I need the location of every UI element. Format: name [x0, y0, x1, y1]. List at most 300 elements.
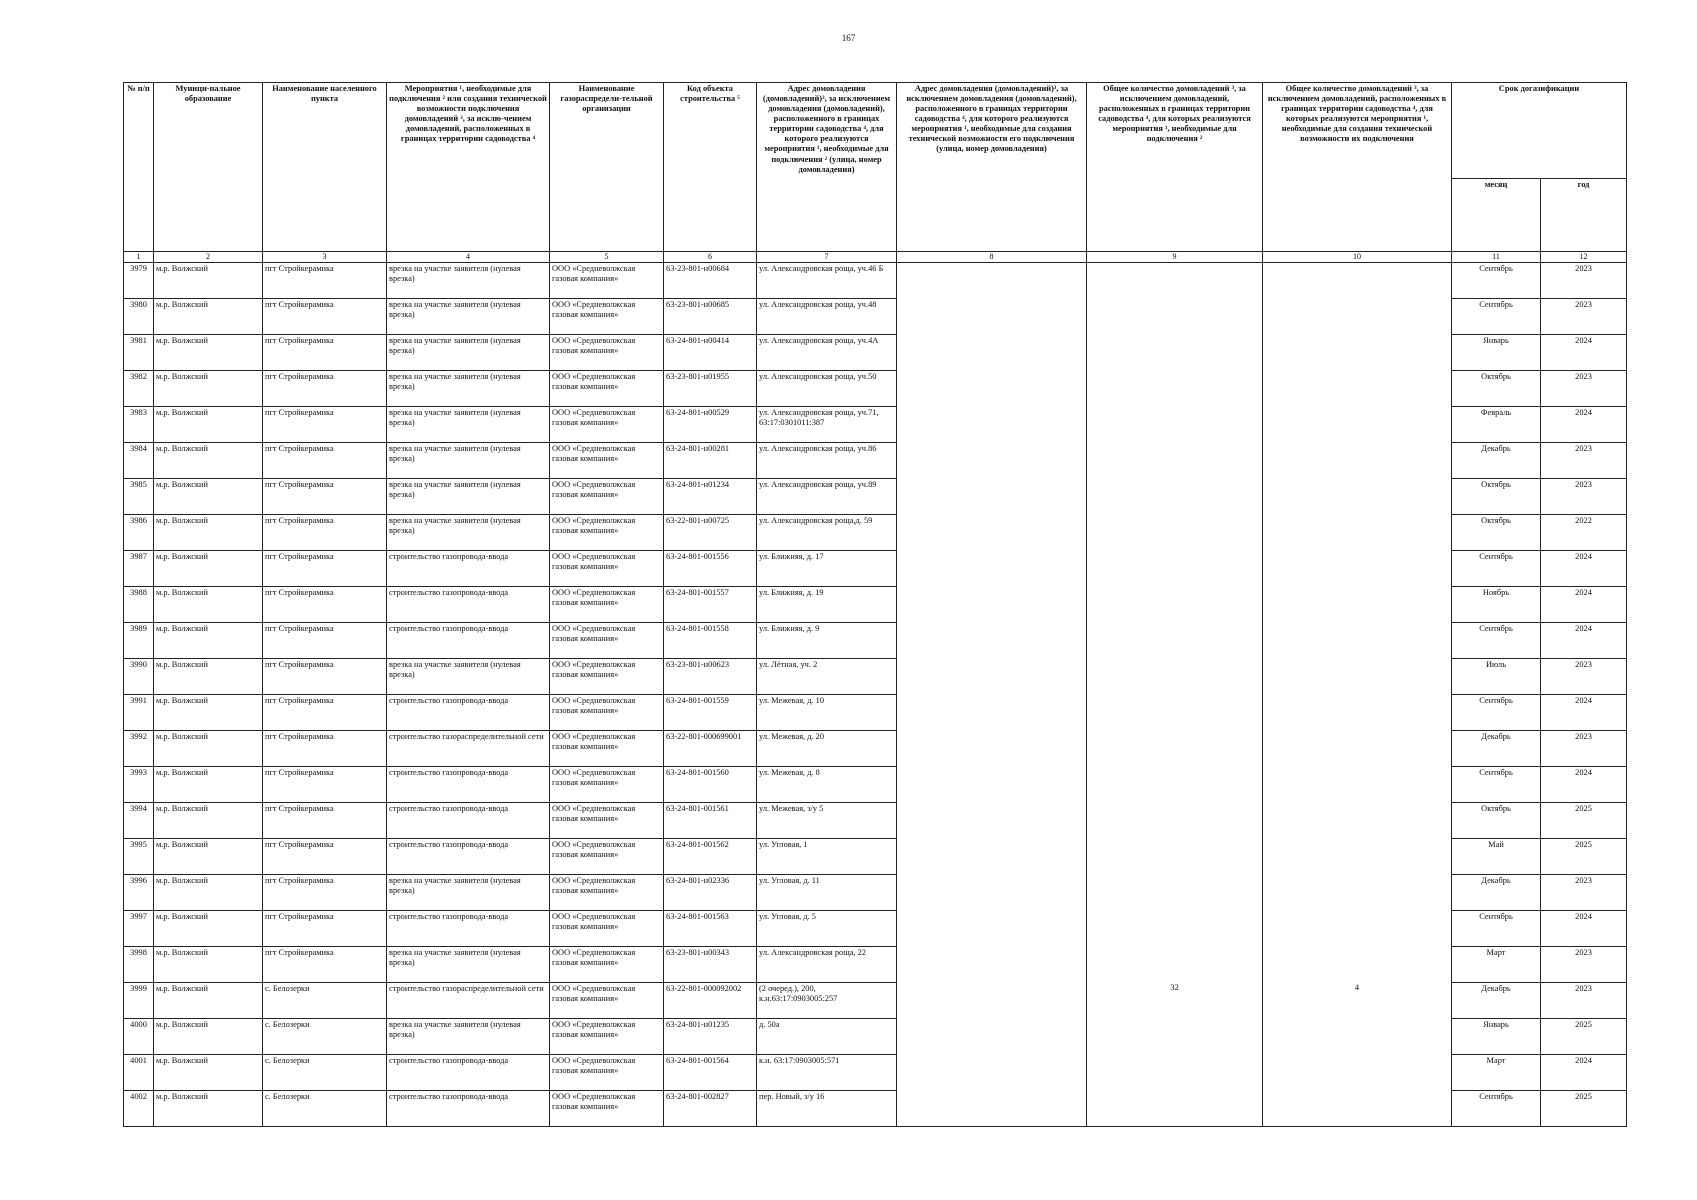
cell-year: 2023 — [1541, 946, 1627, 982]
cell-address: ул. Межевая, д. 8 — [757, 766, 897, 802]
cell-address: ул. Лётная, уч. 2 — [757, 658, 897, 694]
table-row — [124, 370, 1627, 406]
cell-municipality: м.р. Волжский — [154, 334, 263, 370]
cell-address-technical — [897, 694, 1087, 730]
cell-count-technical — [1263, 622, 1452, 658]
cell-organization: ООО «Средневолжская газовая компания» — [550, 802, 664, 838]
cell-municipality: м.р. Волжский — [154, 370, 263, 406]
cell-municipality: м.р. Волжский — [154, 802, 263, 838]
cell-month: Сентябрь — [1452, 766, 1541, 802]
cell-address: ул. Александровская роща, уч.50 — [757, 370, 897, 406]
column-number: 11 — [1452, 252, 1541, 263]
cell-municipality: м.р. Волжский — [154, 982, 263, 1018]
cell-month: Январь — [1452, 1018, 1541, 1054]
cell-event: врезка на участке заявителя (нулевая врезка) — [387, 370, 550, 406]
cell-count-connection — [1087, 478, 1263, 514]
cell-month: Сентябрь — [1452, 622, 1541, 658]
header-object-code: Код объекта строительства ⁵ — [664, 83, 757, 252]
table-row — [124, 1054, 1627, 1090]
table-row — [124, 1090, 1627, 1126]
cell-object-code: 63-24-801-001564 — [664, 1054, 757, 1090]
cell-address: ул. Александровская роща, уч.89 — [757, 478, 897, 514]
cell-month: Декабрь — [1452, 442, 1541, 478]
cell-count-technical — [1263, 658, 1452, 694]
cell-address-technical — [897, 1090, 1087, 1126]
cell-municipality: м.р. Волжский — [154, 658, 263, 694]
table-row — [124, 910, 1627, 946]
cell-number: 3997 — [124, 910, 154, 946]
cell-organization: ООО «Средневолжская газовая компания» — [550, 766, 664, 802]
cell-event: строительство газопровода-ввода — [387, 766, 550, 802]
cell-settlement: пгт Стройкерамика — [263, 334, 387, 370]
table-row — [124, 478, 1627, 514]
cell-count-connection — [1087, 766, 1263, 802]
cell-settlement: пгт Стройкерамика — [263, 838, 387, 874]
table-row — [124, 406, 1627, 442]
cell-address: ул. Александровская роща,д. 59 — [757, 514, 897, 550]
cell-month: Декабрь — [1452, 730, 1541, 766]
cell-settlement: пгт Стройкерамика — [263, 514, 387, 550]
cell-count-technical — [1263, 694, 1452, 730]
cell-object-code: 63-24-801-н00281 — [664, 442, 757, 478]
cell-count-connection — [1087, 406, 1263, 442]
cell-month: Сентябрь — [1452, 694, 1541, 730]
cell-event: строительство газопровода-ввода — [387, 1054, 550, 1090]
cell-object-code: 63-24-801-н01235 — [664, 1018, 757, 1054]
cell-event: врезка на участке заявителя (нулевая врезка) — [387, 334, 550, 370]
table-row — [124, 802, 1627, 838]
cell-count-connection — [1087, 1090, 1263, 1126]
cell-year: 2024 — [1541, 406, 1627, 442]
cell-address: ул. Ближняя, д. 19 — [757, 586, 897, 622]
cell-number: 3982 — [124, 370, 154, 406]
cell-organization: ООО «Средневолжская газовая компания» — [550, 406, 664, 442]
cell-month: Сентябрь — [1452, 910, 1541, 946]
cell-number: 3989 — [124, 622, 154, 658]
cell-count-technical — [1263, 550, 1452, 586]
cell-organization: ООО «Средневолжская газовая компания» — [550, 982, 664, 1018]
cell-count-technical — [1263, 514, 1452, 550]
cell-count-technical — [1263, 1054, 1452, 1090]
table-row — [124, 694, 1627, 730]
cell-address-technical — [897, 370, 1087, 406]
gasification-table — [123, 82, 1627, 1127]
cell-year: 2025 — [1541, 802, 1627, 838]
cell-count-technical — [1263, 874, 1452, 910]
cell-address: (2 очеред.), 200, к.н.63:17:0903005:257 — [757, 982, 897, 1018]
cell-organization: ООО «Средневолжская газовая компания» — [550, 262, 664, 298]
cell-count-connection — [1087, 262, 1263, 298]
cell-month: Январь — [1452, 334, 1541, 370]
cell-count-technical — [1263, 298, 1452, 334]
cell-year: 2022 — [1541, 514, 1627, 550]
cell-event: строительство газопровода-ввода — [387, 838, 550, 874]
cell-settlement: пгт Стройкерамика — [263, 730, 387, 766]
cell-count-technical — [1263, 1018, 1452, 1054]
header-year: год — [1541, 179, 1627, 252]
cell-number: 3995 — [124, 838, 154, 874]
cell-count-technical — [1263, 370, 1452, 406]
cell-number: 3986 — [124, 514, 154, 550]
cell-year: 2024 — [1541, 586, 1627, 622]
cell-month: Сентябрь — [1452, 550, 1541, 586]
cell-count-connection — [1087, 838, 1263, 874]
cell-month: Сентябрь — [1452, 298, 1541, 334]
column-number: 9 — [1087, 252, 1263, 263]
cell-settlement: пгт Стройкерамика — [263, 262, 387, 298]
cell-municipality: м.р. Волжский — [154, 478, 263, 514]
cell-number: 3984 — [124, 442, 154, 478]
cell-object-code: 63-24-801-001562 — [664, 838, 757, 874]
table-row — [124, 334, 1627, 370]
column-numbers-row — [124, 252, 1627, 263]
cell-organization: ООО «Средневолжская газовая компания» — [550, 550, 664, 586]
table-row — [124, 982, 1627, 1018]
cell-number: 3994 — [124, 802, 154, 838]
cell-municipality: м.р. Волжский — [154, 766, 263, 802]
cell-organization: ООО «Средневолжская газовая компания» — [550, 298, 664, 334]
cell-month: Октябрь — [1452, 478, 1541, 514]
cell-count-connection — [1087, 874, 1263, 910]
cell-settlement: с. Белозерки — [263, 1018, 387, 1054]
table-row — [124, 622, 1627, 658]
cell-year: 2023 — [1541, 370, 1627, 406]
cell-count-connection — [1087, 946, 1263, 982]
header-organization: Наименование газораспредели-тельной организации — [550, 83, 664, 252]
cell-year: 2023 — [1541, 442, 1627, 478]
cell-settlement: пгт Стройкерамика — [263, 406, 387, 442]
cell-count-connection — [1087, 694, 1263, 730]
cell-organization: ООО «Средневолжская газовая компания» — [550, 694, 664, 730]
column-number: 4 — [387, 252, 550, 263]
cell-municipality: м.р. Волжский — [154, 586, 263, 622]
cell-number: 4000 — [124, 1018, 154, 1054]
column-number: 12 — [1541, 252, 1627, 263]
cell-address-technical — [897, 874, 1087, 910]
cell-address-technical — [897, 442, 1087, 478]
cell-address: ул. Межевая, д. 20 — [757, 730, 897, 766]
cell-number: 3983 — [124, 406, 154, 442]
cell-address-technical — [897, 1018, 1087, 1054]
cell-count-technical — [1263, 910, 1452, 946]
cell-settlement: пгт Стройкерамика — [263, 298, 387, 334]
cell-address: ул. Ближняя, д. 9 — [757, 622, 897, 658]
cell-settlement: пгт Стройкерамика — [263, 694, 387, 730]
cell-event: строительство газораспределительной сети — [387, 982, 550, 1018]
cell-number: 3979 — [124, 262, 154, 298]
cell-event: врезка на участке заявителя (нулевая врезка) — [387, 946, 550, 982]
cell-count-connection — [1087, 1018, 1263, 1054]
cell-settlement: пгт Стройкерамика — [263, 550, 387, 586]
header-settlement: Наименование населенного пункта — [263, 83, 387, 252]
cell-address-technical — [897, 514, 1087, 550]
cell-event: врезка на участке заявителя (нулевая врезка) — [387, 1018, 550, 1054]
cell-address-technical — [897, 262, 1087, 298]
cell-settlement: пгт Стройкерамика — [263, 946, 387, 982]
cell-municipality: м.р. Волжский — [154, 730, 263, 766]
cell-event: строительство газопровода-ввода — [387, 910, 550, 946]
cell-address-technical — [897, 550, 1087, 586]
cell-month: Ноябрь — [1452, 586, 1541, 622]
cell-address-technical — [897, 946, 1087, 982]
cell-number: 3991 — [124, 694, 154, 730]
cell-event: строительство газопровода-ввода — [387, 550, 550, 586]
cell-object-code: 63-24-801-н00529 — [664, 406, 757, 442]
cell-object-code: 63-23-801-н00684 — [664, 262, 757, 298]
header-municipality: Муници-пальное образование — [154, 83, 263, 252]
cell-address-technical — [897, 1054, 1087, 1090]
cell-settlement: пгт Стройкерамика — [263, 478, 387, 514]
cell-address: д. 50а — [757, 1018, 897, 1054]
table-row — [124, 550, 1627, 586]
cell-address: ул. Александровская роща, уч.48 — [757, 298, 897, 334]
cell-object-code: 63-24-801-н02336 — [664, 874, 757, 910]
cell-address-technical — [897, 406, 1087, 442]
cell-organization: ООО «Средневолжская газовая компания» — [550, 658, 664, 694]
cell-year: 2023 — [1541, 478, 1627, 514]
cell-year: 2025 — [1541, 838, 1627, 874]
cell-count-connection — [1087, 802, 1263, 838]
cell-organization: ООО «Средневолжская газовая компания» — [550, 442, 664, 478]
cell-year: 2025 — [1541, 1090, 1627, 1126]
cell-settlement: пгт Стройкерамика — [263, 586, 387, 622]
cell-organization: ООО «Средневолжская газовая компания» — [550, 1054, 664, 1090]
cell-event: строительство газопровода-ввода — [387, 1090, 550, 1126]
cell-settlement: пгт Стройкерамика — [263, 370, 387, 406]
cell-address-technical — [897, 478, 1087, 514]
cell-settlement: пгт Стройкерамика — [263, 442, 387, 478]
cell-event: врезка на участке заявителя (нулевая врезка) — [387, 406, 550, 442]
cell-year: 2023 — [1541, 658, 1627, 694]
cell-municipality: м.р. Волжский — [154, 838, 263, 874]
cell-address-technical — [897, 982, 1087, 1018]
cell-address: пер. Новый, з/у 16 — [757, 1090, 897, 1126]
cell-number: 3987 — [124, 550, 154, 586]
cell-object-code: 63-23-801-н00343 — [664, 946, 757, 982]
cell-count-technical — [1263, 262, 1452, 298]
cell-municipality: м.р. Волжский — [154, 514, 263, 550]
cell-count-connection — [1087, 370, 1263, 406]
cell-object-code: 63-24-801-001561 — [664, 802, 757, 838]
cell-year: 2024 — [1541, 910, 1627, 946]
cell-address-technical — [897, 838, 1087, 874]
table-row — [124, 874, 1627, 910]
cell-event: врезка на участке заявителя (нулевая врезка) — [387, 478, 550, 514]
column-number: 10 — [1263, 252, 1452, 263]
cell-month: Май — [1452, 838, 1541, 874]
cell-count-connection — [1087, 658, 1263, 694]
cell-count-connection — [1087, 442, 1263, 478]
cell-month: Декабрь — [1452, 874, 1541, 910]
cell-settlement: с. Белозерки — [263, 1090, 387, 1126]
cell-event: врезка на участке заявителя (нулевая врезка) — [387, 514, 550, 550]
cell-address-technical — [897, 802, 1087, 838]
cell-number: 3999 — [124, 982, 154, 1018]
cell-settlement: с. Белозерки — [263, 982, 387, 1018]
header-count-connection: Общее количество домовладений ³, за исключением домовладений, расположенных в границах территории садоводства ⁴, для которых реализуются мероприятия ¹, необходимые для подключения ² — [1087, 83, 1263, 252]
column-number: 7 — [757, 252, 897, 263]
cell-event: врезка на участке заявителя (нулевая врезка) — [387, 298, 550, 334]
cell-number: 3985 — [124, 478, 154, 514]
page-number: 167 — [841, 33, 856, 43]
cell-year: 2024 — [1541, 694, 1627, 730]
cell-year: 2024 — [1541, 550, 1627, 586]
column-number: 1 — [124, 252, 154, 263]
cell-count-connection — [1087, 550, 1263, 586]
cell-address-technical — [897, 586, 1087, 622]
cell-organization: ООО «Средневолжская газовая компания» — [550, 478, 664, 514]
cell-address-technical — [897, 622, 1087, 658]
cell-count-technical — [1263, 586, 1452, 622]
cell-settlement: пгт Стройкерамика — [263, 910, 387, 946]
cell-settlement: с. Белозерки — [263, 1054, 387, 1090]
cell-object-code: 63-24-801-002827 — [664, 1090, 757, 1126]
cell-object-code: 63-24-801-н01234 — [664, 478, 757, 514]
cell-number: 4002 — [124, 1090, 154, 1126]
cell-object-code: 63-24-801-001559 — [664, 694, 757, 730]
cell-municipality: м.р. Волжский — [154, 694, 263, 730]
cell-event: врезка на участке заявителя (нулевая врезка) — [387, 262, 550, 298]
header-number: № п/п — [124, 83, 154, 252]
cell-object-code: 63-23-801-н00685 — [664, 298, 757, 334]
cell-count-technical — [1263, 334, 1452, 370]
cell-municipality: м.р. Волжский — [154, 442, 263, 478]
cell-count-connection — [1087, 298, 1263, 334]
cell-count-technical — [1263, 766, 1452, 802]
table-row — [124, 298, 1627, 334]
cell-municipality: м.р. Волжский — [154, 622, 263, 658]
table-row — [124, 586, 1627, 622]
cell-count-technical — [1263, 802, 1452, 838]
cell-municipality: м.р. Волжский — [154, 910, 263, 946]
cell-month: Март — [1452, 1054, 1541, 1090]
cell-year: 2023 — [1541, 262, 1627, 298]
cell-month: Март — [1452, 946, 1541, 982]
cell-organization: ООО «Средневолжская газовая компания» — [550, 838, 664, 874]
header-address-technical: Адрес домовладения (домовладений)³, за исключением домовладения (домовладений), расположенного в границах территории садоводства ⁴, для которого реализуются мероприятия ¹, необходимые для создания технической возможности его подключения (улица, номер домовладения) — [897, 83, 1087, 252]
cell-number: 4001 — [124, 1054, 154, 1090]
cell-year: 2023 — [1541, 298, 1627, 334]
column-number: 3 — [263, 252, 387, 263]
cell-month: Октябрь — [1452, 370, 1541, 406]
cell-municipality: м.р. Волжский — [154, 874, 263, 910]
cell-count-technical — [1263, 1090, 1452, 1126]
column-number: 2 — [154, 252, 263, 263]
cell-settlement: пгт Стройкерамика — [263, 658, 387, 694]
cell-organization: ООО «Средневолжская газовая компания» — [550, 910, 664, 946]
table-row — [124, 442, 1627, 478]
cell-organization: ООО «Средневолжская газовая компания» — [550, 622, 664, 658]
cell-number: 3993 — [124, 766, 154, 802]
cell-count-connection — [1087, 730, 1263, 766]
cell-event: строительство газопровода-ввода — [387, 802, 550, 838]
cell-year: 2023 — [1541, 730, 1627, 766]
cell-count-connection — [1087, 622, 1263, 658]
cell-address: ул. Александровская роща, уч.46 Б — [757, 262, 897, 298]
column-number: 5 — [550, 252, 664, 263]
cell-event: строительство газопровода-ввода — [387, 694, 550, 730]
cell-organization: ООО «Средневолжская газовая компания» — [550, 946, 664, 982]
cell-year: 2023 — [1541, 982, 1627, 1018]
cell-object-code: 63-24-801-н00414 — [664, 334, 757, 370]
cell-municipality: м.р. Волжский — [154, 1018, 263, 1054]
cell-municipality: м.р. Волжский — [154, 946, 263, 982]
cell-year: 2024 — [1541, 334, 1627, 370]
cell-address: ул. Угловая, 1 — [757, 838, 897, 874]
cell-number: 3998 — [124, 946, 154, 982]
cell-month: Июль — [1452, 658, 1541, 694]
cell-address: к.н. 63:17:0903005:571 — [757, 1054, 897, 1090]
cell-number: 3990 — [124, 658, 154, 694]
cell-organization: ООО «Средневолжская газовая компания» — [550, 334, 664, 370]
cell-count-technical — [1263, 406, 1452, 442]
cell-count-technical — [1263, 442, 1452, 478]
cell-number: 3980 — [124, 298, 154, 334]
cell-count-technical: 4 — [1263, 982, 1452, 1018]
cell-year: 2024 — [1541, 766, 1627, 802]
cell-year: 2024 — [1541, 1054, 1627, 1090]
cell-municipality: м.р. Волжский — [154, 1054, 263, 1090]
table-row — [124, 1018, 1627, 1054]
cell-event: строительство газопровода-ввода — [387, 586, 550, 622]
cell-address-technical — [897, 298, 1087, 334]
cell-object-code: 63-22-801-000699001 — [664, 730, 757, 766]
cell-municipality: м.р. Волжский — [154, 262, 263, 298]
cell-year: 2025 — [1541, 1018, 1627, 1054]
cell-organization: ООО «Средневолжская газовая компания» — [550, 586, 664, 622]
table-row — [124, 514, 1627, 550]
cell-settlement: пгт Стройкерамика — [263, 622, 387, 658]
cell-address-technical — [897, 730, 1087, 766]
cell-organization: ООО «Средневолжская газовая компания» — [550, 370, 664, 406]
table-row — [124, 946, 1627, 982]
cell-object-code: 63-22-801-н00725 — [664, 514, 757, 550]
cell-month: Сентябрь — [1452, 262, 1541, 298]
cell-count-technical — [1263, 730, 1452, 766]
table-row — [124, 838, 1627, 874]
cell-object-code: 63-24-801-001557 — [664, 586, 757, 622]
cell-event: строительство газораспределительной сети — [387, 730, 550, 766]
cell-count-connection — [1087, 910, 1263, 946]
cell-count-connection — [1087, 334, 1263, 370]
cell-event: врезка на участке заявителя (нулевая врезка) — [387, 442, 550, 478]
cell-number: 3992 — [124, 730, 154, 766]
cell-event: врезка на участке заявителя (нулевая врезка) — [387, 874, 550, 910]
cell-count-connection — [1087, 514, 1263, 550]
cell-count-connection: 32 — [1087, 982, 1263, 1018]
cell-address-technical — [897, 766, 1087, 802]
cell-settlement: пгт Стройкерамика — [263, 766, 387, 802]
cell-year: 2024 — [1541, 622, 1627, 658]
cell-count-technical — [1263, 946, 1452, 982]
cell-month: Октябрь — [1452, 802, 1541, 838]
table-row — [124, 262, 1627, 298]
cell-object-code: 63-24-801-001563 — [664, 910, 757, 946]
cell-count-technical — [1263, 838, 1452, 874]
cell-event: врезка на участке заявителя (нулевая врезка) — [387, 658, 550, 694]
column-number: 8 — [897, 252, 1087, 263]
header-gasification-term: Срок догазификации — [1452, 83, 1627, 179]
cell-municipality: м.р. Волжский — [154, 1090, 263, 1126]
cell-object-code: 63-24-801-001560 — [664, 766, 757, 802]
cell-organization: ООО «Средневолжская газовая компания» — [550, 1018, 664, 1054]
header-count-technical: Общее количество домовладений ³, за исключением домовладений, расположенных в границах территории садоводства ⁴, для которых реализуются мероприятия ¹, необходимые для создания технической возможности их подключения — [1263, 83, 1452, 252]
cell-count-connection — [1087, 586, 1263, 622]
cell-address: ул. Александровская роща, уч.4А — [757, 334, 897, 370]
cell-address: ул. Ближняя, д. 17 — [757, 550, 897, 586]
cell-count-technical — [1263, 478, 1452, 514]
column-number: 6 — [664, 252, 757, 263]
